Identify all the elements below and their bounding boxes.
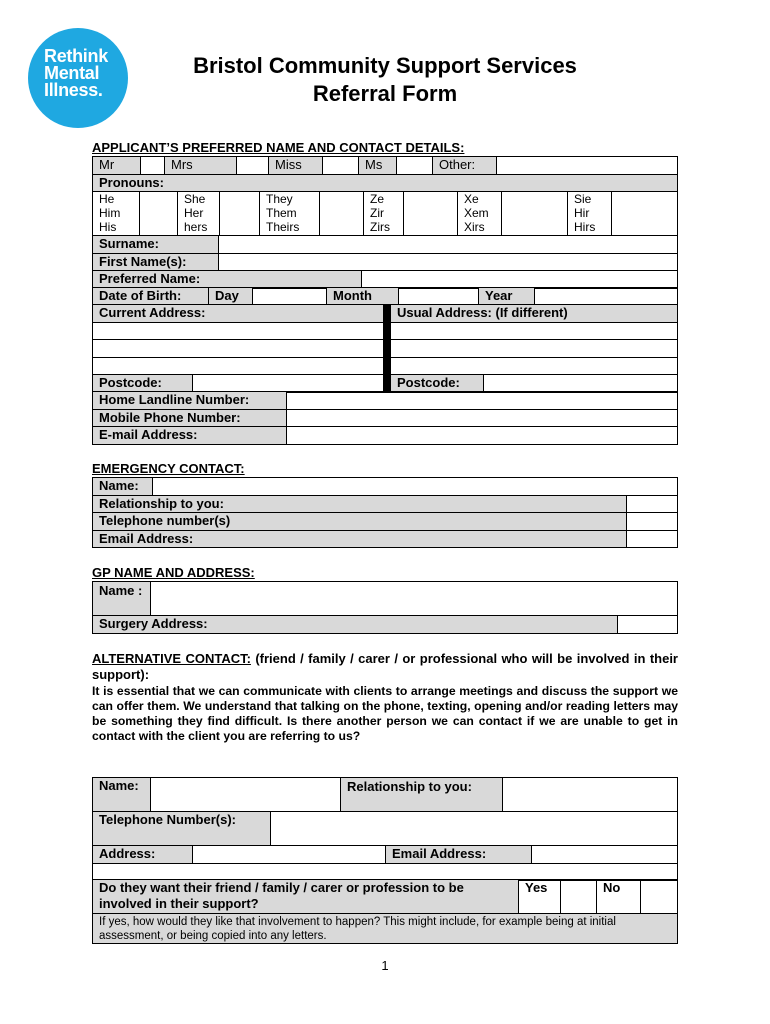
emergency-heading: EMERGENCY CONTACT: (92, 461, 245, 476)
involvement-no-label: No (597, 880, 641, 914)
emergency-name-field[interactable] (153, 478, 678, 496)
title-other-field[interactable] (497, 157, 678, 175)
pronoun-xe: Xe Xem Xirs (458, 192, 502, 236)
alt-address-line-2[interactable] (93, 863, 678, 881)
dob-day-field[interactable] (253, 288, 327, 306)
preferred-name-field[interactable] (362, 271, 678, 289)
current-postcode-label: Postcode: (93, 375, 193, 392)
gp-surgery-label: Surgery Address: (93, 616, 618, 634)
current-address-line-1[interactable] (93, 322, 384, 340)
involvement-yes-box[interactable] (561, 880, 597, 914)
emergency-telephone-field[interactable] (627, 513, 678, 531)
alt-email-label: Email Address: (386, 846, 532, 864)
logo-text-1: Rethink (44, 46, 108, 66)
title-ms: Ms (359, 157, 397, 175)
alt-address-label: Address: (93, 846, 193, 864)
involvement-table (92, 879, 678, 944)
pronoun-she-box[interactable] (220, 192, 260, 236)
involvement-question: Do they want their friend / family / carer or profession to be involved in their support? (93, 880, 519, 914)
dob-table (92, 287, 678, 306)
emergency-relationship-label: Relationship to you: (93, 495, 627, 513)
address-table (92, 304, 678, 393)
pronoun-they: They Them Theirs (260, 192, 320, 236)
gp-table (92, 581, 678, 634)
names-table (92, 235, 678, 271)
dob-year-field[interactable] (535, 288, 678, 306)
alternative-heading-rest: (friend / family / carer / or professional who will be involved in their support): (92, 651, 678, 682)
preferred-name-label: Preferred Name: (93, 271, 362, 289)
dob-year-label: Year (479, 288, 535, 306)
page-title (130, 52, 640, 108)
alt-name-label: Name: (93, 778, 151, 812)
dob-month-field[interactable] (399, 288, 479, 306)
usual-address-line-3[interactable] (391, 357, 678, 375)
title-ms-box[interactable] (397, 157, 433, 175)
usual-postcode-label: Postcode: (391, 375, 484, 392)
pronouns-label: Pronouns: (93, 175, 678, 192)
surname-field[interactable] (219, 236, 678, 254)
landline-field[interactable] (287, 392, 678, 410)
logo-text-2: Mental (44, 63, 100, 83)
landline-label: Home Landline Number: (93, 392, 287, 410)
page-number: 1 (381, 958, 389, 973)
alt-telephone-field[interactable] (271, 812, 678, 846)
pronoun-she: She Her hers (178, 192, 220, 236)
title-mrs: Mrs (165, 157, 237, 175)
involvement-no-box[interactable] (641, 880, 678, 914)
email-label: E-mail Address: (93, 427, 287, 445)
alternative-heading-block (92, 651, 678, 683)
involvement-details[interactable]: If yes, how would they like that involvement to happen? This might include, for example being at initial assessment, or being copied into any letters. (93, 914, 678, 944)
pronoun-xe-box[interactable] (502, 192, 568, 236)
title-mr-box[interactable] (141, 157, 165, 175)
dob-label: Date of Birth: (93, 288, 209, 306)
gp-heading: GP NAME AND ADDRESS: (92, 565, 255, 580)
title-miss: Miss (269, 157, 323, 175)
mobile-field[interactable] (287, 409, 678, 427)
applicant-heading: APPLICANT’S PREFERRED NAME AND CONTACT DETAILS: (92, 140, 465, 155)
pronoun-he-box[interactable] (140, 192, 178, 236)
usual-postcode-field[interactable] (484, 375, 677, 392)
alt-telephone-table (92, 811, 678, 846)
alternative-paragraph: It is essential that we can communicate with clients to arrange meetings and discuss the support we can offer them. We understand that talking on the phone, texting, opening and/or reading letters may be something they find difficult. Is there another person we can contact if we are unable to get in contact with the client you are referring to us? (92, 684, 678, 743)
emergency-email-label: Email Address: (93, 530, 627, 548)
alt-address-table (92, 845, 678, 881)
usual-address-label: Usual Address: (If different) (391, 305, 678, 323)
first-names-label: First Name(s): (93, 253, 219, 271)
mobile-label: Mobile Phone Number: (93, 409, 287, 427)
alt-address-field[interactable] (193, 846, 386, 864)
first-names-field[interactable] (219, 253, 678, 271)
logo-text-3: Illness. (44, 80, 103, 100)
pronoun-sie: Sie Hir Hirs (568, 192, 612, 236)
preferred-table (92, 270, 678, 289)
gp-name-label: Name : (93, 582, 151, 616)
rethink-logo (28, 28, 128, 128)
alt-relationship-label: Relationship to you: (341, 778, 503, 812)
emergency-email-field[interactable] (627, 530, 678, 548)
pronoun-ze-box[interactable] (404, 192, 458, 236)
gp-name-field[interactable] (151, 582, 678, 616)
pronoun-ze: Ze Zir Zirs (364, 192, 404, 236)
title-line-2: Referral Form (312, 81, 458, 106)
pronouns-table (92, 191, 678, 236)
pronoun-he: He Him His (93, 192, 140, 236)
current-address-label: Current Address: (93, 305, 384, 323)
involvement-yes-label: Yes (519, 880, 561, 914)
title-other: Other: (433, 157, 497, 175)
emergency-telephone-label: Telephone number(s) (93, 513, 627, 531)
title-mr: Mr (93, 157, 141, 175)
alternative-heading: ALTERNATIVE CONTACT: (92, 651, 251, 666)
alt-telephone-label: Telephone Number(s): (93, 812, 271, 846)
current-address-line-2[interactable] (93, 340, 384, 358)
current-address-line-3[interactable] (93, 357, 384, 375)
alternative-table (92, 777, 678, 812)
alt-name-field[interactable] (151, 778, 341, 812)
emergency-name-label: Name: (93, 478, 153, 496)
current-postcode-field[interactable] (193, 375, 383, 392)
emergency-table (92, 477, 678, 548)
current-postcode-cell (93, 375, 384, 393)
usual-address-line-2[interactable] (391, 340, 678, 358)
usual-address-line-1[interactable] (391, 322, 678, 340)
pronoun-sie-box[interactable] (612, 192, 678, 236)
title-line-1: Bristol Community Support Services (193, 53, 577, 78)
address-divider (384, 305, 391, 393)
titles-table (92, 156, 678, 192)
alt-relationship-field[interactable] (503, 778, 678, 812)
dob-month-label: Month (327, 288, 399, 306)
title-mrs-box[interactable] (237, 157, 269, 175)
title-miss-box[interactable] (323, 157, 359, 175)
dob-day-label: Day (209, 288, 253, 306)
usual-postcode-cell (391, 375, 678, 393)
emergency-relationship-field[interactable] (627, 495, 678, 513)
surname-label: Surname: (93, 236, 219, 254)
phones-table (92, 391, 678, 445)
pronoun-they-box[interactable] (320, 192, 364, 236)
email-field[interactable] (287, 427, 678, 445)
gp-surgery-field[interactable] (618, 616, 678, 634)
alt-email-field[interactable] (532, 846, 678, 864)
